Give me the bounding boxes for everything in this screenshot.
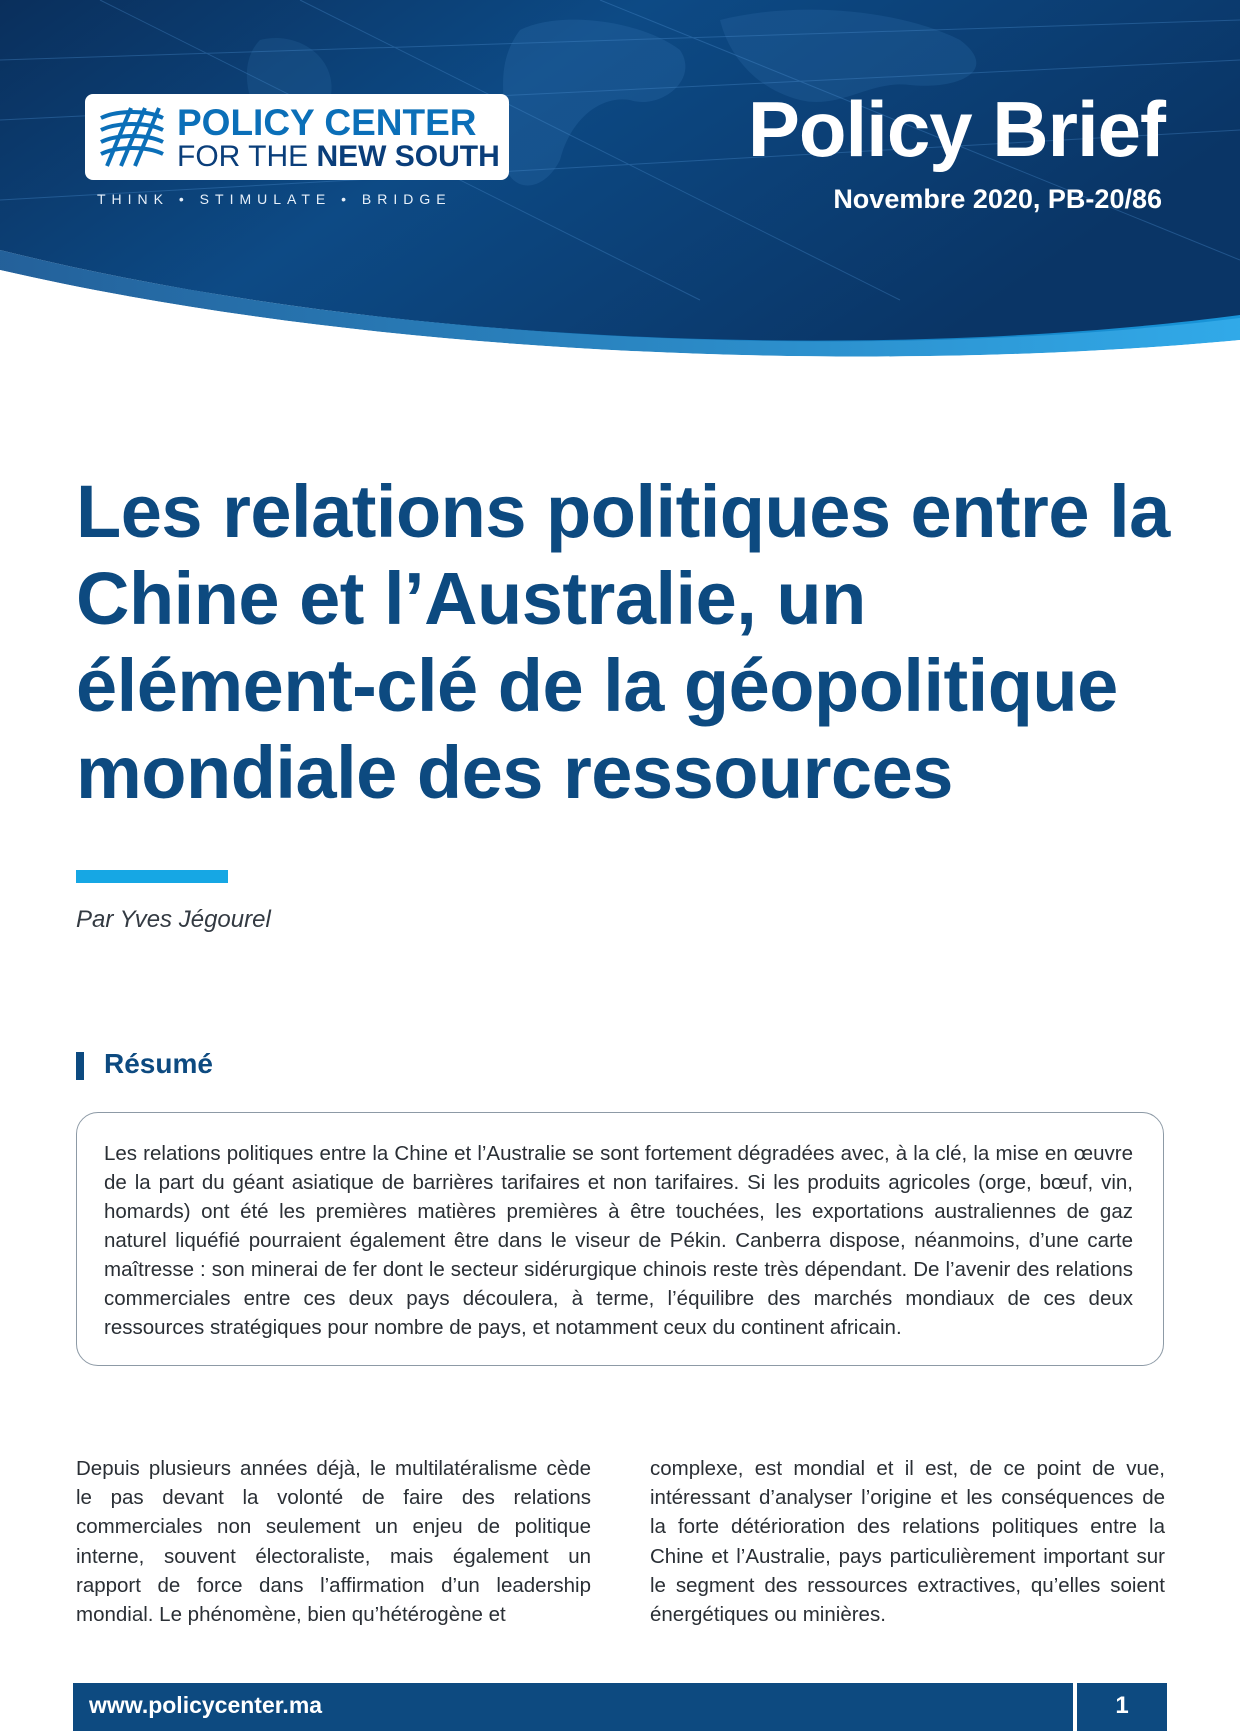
footer-page-box — [1077, 1683, 1167, 1731]
logo-line1: POLICY CENTER — [177, 102, 477, 143]
summary-text: Les relations politiques entre la Chine et l’Australie se sont fortement dégradées avec, à la clé, la mise en œuvre de la part du géant asiatique de barrières tarifaires et non tarifaires. Si les produits agricoles (orge, bœuf, vin, homards) ont été les premières matières premières à être touchées, les exportations australiennes de gaz naturel liquéfié pourraient également être dans le viseur de Pékin. Canberra dispose, néanmoins, d’une carte maîtresse : son minerai de fer dont le secteur sidérurgique chinois reste très dépendant. De l’avenir des relations commerciales entre ces deux pays découlera, à terme, l’équilibre des marchés mondiaux de ces deux ressources stratégiques pour nombre de pays, et notamment ceux du continent africain. — [104, 1142, 1133, 1339]
header-banner — [0, 0, 1240, 360]
footer-bar — [73, 1683, 1073, 1731]
logo-line2-bold: NEW SOUTH — [316, 140, 500, 173]
summary-heading-marker — [76, 1052, 84, 1080]
body-column-right: complexe, est mondial et il est, de ce point de vue, intéressant d’analyser l’origine et les conséquences de la forte détérioration des relations politiques entre la Chine et l’Australie, pays particulièrement important sur le segment des ressources extractives, qu’elles soient énergétiques ou minières. — [650, 1457, 1165, 1627]
logo — [85, 94, 509, 180]
author-byline: Par Yves Jégourel — [76, 906, 271, 933]
logo-line2 — [177, 140, 500, 174]
logo-globe-icon — [97, 104, 167, 170]
brief-date: Novembre 2020, PB-20/86 — [833, 184, 1162, 214]
summary-box — [76, 1112, 1164, 1366]
page-number: 1 — [1115, 1692, 1129, 1719]
title-underline-rule — [76, 870, 228, 883]
body-column-left: Depuis plusieurs années déjà, le multilatéralisme cède le pas devant la volonté de faire des relations commerciales non seulement un enjeu de politique interne, souvent électoraliste, mais également un rapport de force dans l’affirmation d’un leadership mondial. Le phénomène, bien qu’hétérogène et — [76, 1457, 591, 1627]
document-title: Les relations politiques entre la Chine et l’Australie, un élément-clé de la géopolitique mondiale des ressources — [76, 470, 1170, 814]
brief-type-title: Policy Brief — [747, 85, 1165, 173]
tagline: THINK • STIMULATE • BRIDGE — [97, 191, 452, 207]
logo-line2-prefix: FOR THE — [177, 140, 317, 173]
footer-website-link[interactable]: www.policycenter.ma — [89, 1692, 323, 1718]
summary-heading: Résumé — [104, 1048, 213, 1079]
